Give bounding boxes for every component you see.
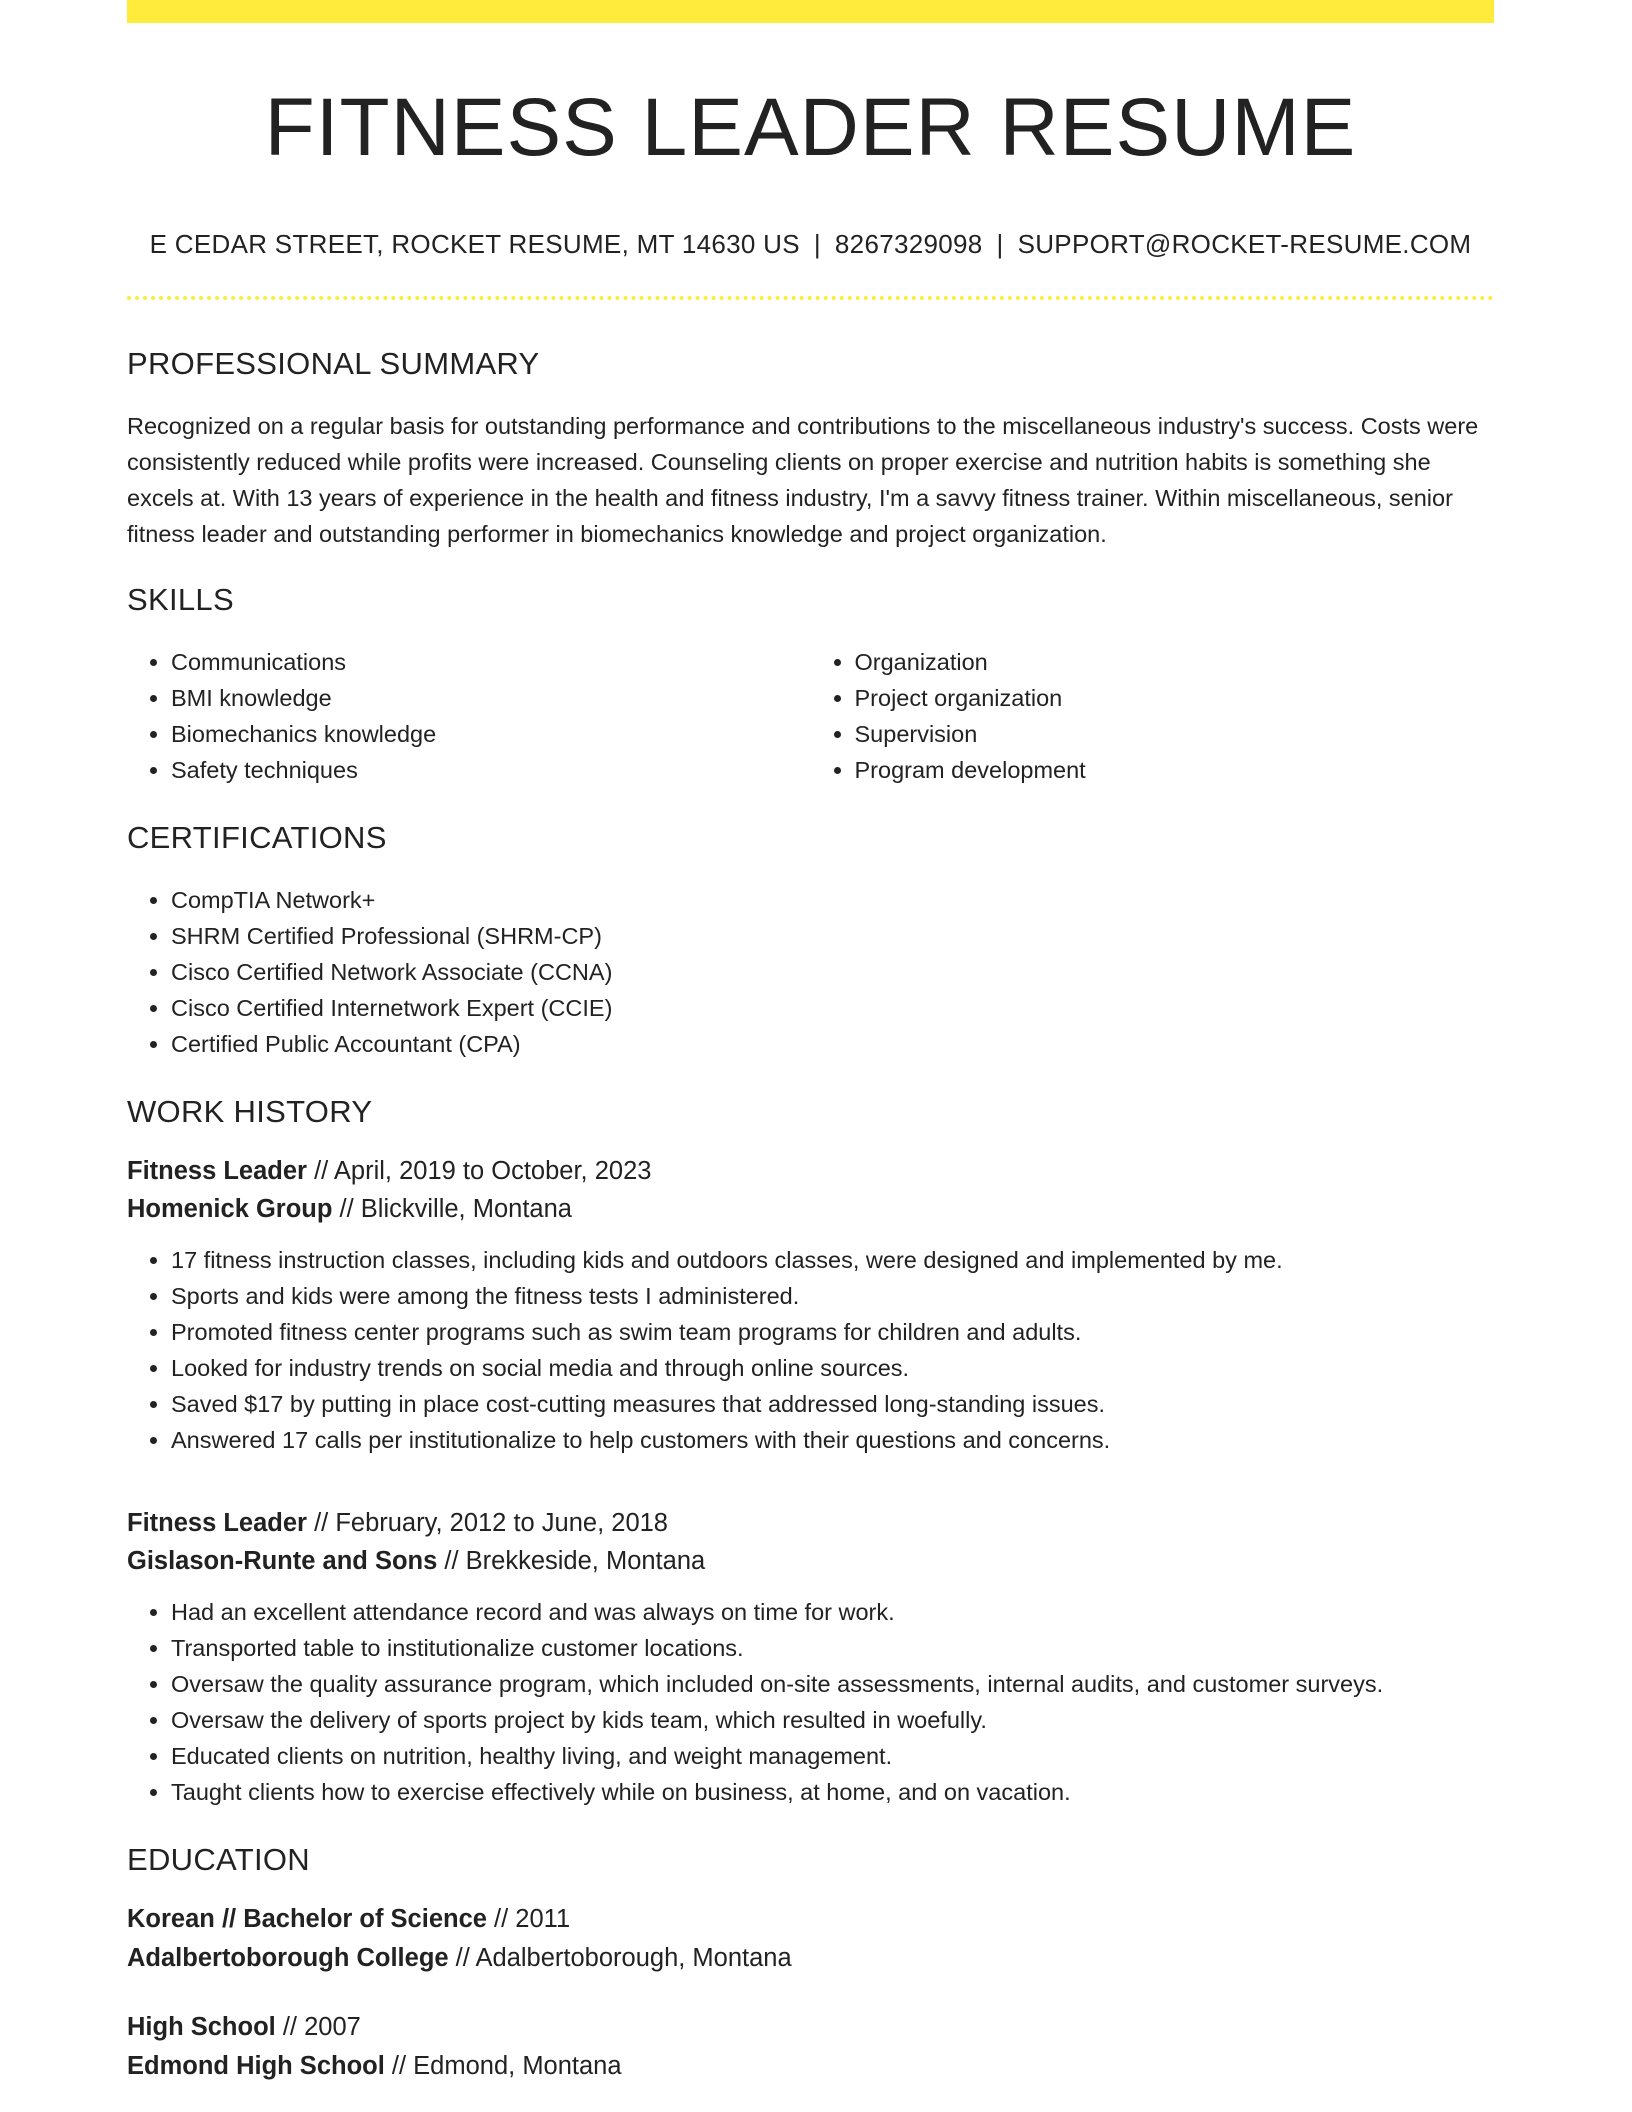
skill-item: • Program development — [855, 752, 1495, 788]
education-entry — [127, 1900, 1494, 1978]
job-bullet: • Saved $17 by putting in place cost-cutting measures that addressed long-standing issues. — [171, 1386, 1494, 1422]
job-bullet: • Educated clients on nutrition, healthy living, and weight management. — [171, 1738, 1494, 1774]
contact-phone: 8267329098 — [834, 229, 983, 260]
education-heading: EDUCATION — [127, 1842, 310, 1878]
education-school-line — [127, 2047, 1494, 2086]
education-year: // 2011 — [486, 1905, 571, 1934]
job-company: Gislason-Runte and Sons — [127, 1547, 438, 1576]
summary-heading: PROFESSIONAL SUMMARY — [127, 346, 540, 382]
job-dates: // April, 2019 to October, 2023 — [306, 1157, 652, 1186]
job-bullets — [127, 1242, 1494, 1458]
skills-columns — [127, 644, 1494, 788]
skill-item: • Biomechanics knowledge — [171, 716, 811, 752]
contact-separator: | — [996, 229, 1004, 260]
job-bullet: • Taught clients how to exercise effectively while on business, at home, and on vacation. — [171, 1774, 1494, 1810]
education-location: // Adalbertoborough, Montana — [448, 1944, 792, 1973]
contact-line — [127, 229, 1494, 260]
education-school-line — [127, 1939, 1494, 1978]
job-bullet: • Answered 17 calls per institutionalize to help customers with their questions and concerns. — [171, 1422, 1494, 1458]
job-bullet: • Looked for industry trends on social media and through online sources. — [171, 1350, 1494, 1386]
skill-item: • BMI knowledge — [171, 680, 811, 716]
skills-list-left — [127, 644, 811, 788]
education-degree: High School — [127, 2013, 276, 2042]
job-role: Fitness Leader — [127, 1509, 307, 1538]
job-role: Fitness Leader — [127, 1157, 307, 1186]
certifications-heading: CERTIFICATIONS — [127, 820, 387, 856]
education-school: Adalbertoborough College — [127, 1944, 449, 1973]
contact-separator: | — [813, 229, 821, 260]
job-dates: // February, 2012 to June, 2018 — [306, 1509, 668, 1538]
certification-item: • Certified Public Accountant (CPA) — [171, 1026, 1494, 1062]
skill-item: • Organization — [855, 644, 1495, 680]
job-bullet: • Had an excellent attendance record and was always on time for work. — [171, 1594, 1494, 1630]
certification-item: • Cisco Certified Network Associate (CCNA) — [171, 954, 1494, 990]
skill-item: • Safety techniques — [171, 752, 811, 788]
summary-text: Recognized on a regular basis for outstanding performance and contributions to the miscellaneous industry's success. Costs were consistently reduced while profits were increased. Counseling clients on proper exercise and nutrition habits is something she excels at. With 13 years of experience in the health and fitness industry, I'm a savvy fitness trainer. Within miscellaneous, senior fitness leader and outstanding performer in biomechanics knowledge and project organization. — [127, 413, 1479, 548]
certification-item: • CompTIA Network+ — [171, 882, 1494, 918]
job-bullet: • 17 fitness instruction classes, including kids and outdoors classes, were designed and implemented by me. — [171, 1242, 1494, 1278]
job-company-line — [127, 1190, 1494, 1228]
dotted-divider — [127, 296, 1494, 300]
education-location: // Edmond, Montana — [384, 2052, 622, 2081]
resume-page — [127, 0, 1494, 2086]
skills-heading: SKILLS — [127, 582, 234, 618]
work-history-heading: WORK HISTORY — [127, 1094, 373, 1130]
contact-email: SUPPORT@ROCKET-RESUME.COM — [1017, 229, 1472, 260]
skill-item: • Supervision — [855, 716, 1495, 752]
resume-title: FITNESS LEADER RESUME — [264, 82, 1357, 173]
job-header — [127, 1504, 1494, 1580]
certification-item: • Cisco Certified Internetwork Expert (CCIE) — [171, 990, 1494, 1026]
education-entry — [127, 2008, 1494, 2086]
certifications-list — [127, 882, 1494, 1062]
skill-item: • Communications — [171, 644, 811, 680]
job-bullet: • Oversaw the quality assurance program, which included on-site assessments, internal audits, and customer surveys. — [171, 1666, 1494, 1702]
job-bullet: • Promoted fitness center programs such as swim team programs for children and adults. — [171, 1314, 1494, 1350]
job-bullets — [127, 1594, 1494, 1810]
top-accent-bar — [127, 0, 1494, 23]
job-location: // Blickville, Montana — [332, 1195, 572, 1224]
job-company: Homenick Group — [127, 1195, 333, 1224]
certification-item: • SHRM Certified Professional (SHRM-CP) — [171, 918, 1494, 954]
education-degree-line — [127, 2008, 1494, 2047]
job-bullet: • Oversaw the delivery of sports project by kids team, which resulted in woefully. — [171, 1702, 1494, 1738]
education-degree-line — [127, 1900, 1494, 1939]
skill-item: • Project organization — [855, 680, 1495, 716]
job-location: // Brekkeside, Montana — [437, 1547, 706, 1576]
education-school: Edmond High School — [127, 2052, 385, 2081]
contact-address: E CEDAR STREET, ROCKET RESUME, MT 14630 US — [149, 229, 800, 260]
education-degree: Korean // Bachelor of Science — [127, 1905, 487, 1934]
job-entry — [127, 1504, 1494, 1810]
job-bullet: • Transported table to institutionalize customer locations. — [171, 1630, 1494, 1666]
skills-list-right — [811, 644, 1495, 788]
job-title-line — [127, 1504, 1494, 1542]
job-bullet: • Sports and kids were among the fitness tests I administered. — [171, 1278, 1494, 1314]
job-company-line — [127, 1542, 1494, 1580]
job-entry — [127, 1152, 1494, 1458]
job-title-line — [127, 1152, 1494, 1190]
job-header — [127, 1152, 1494, 1228]
education-year: // 2007 — [275, 2013, 361, 2042]
